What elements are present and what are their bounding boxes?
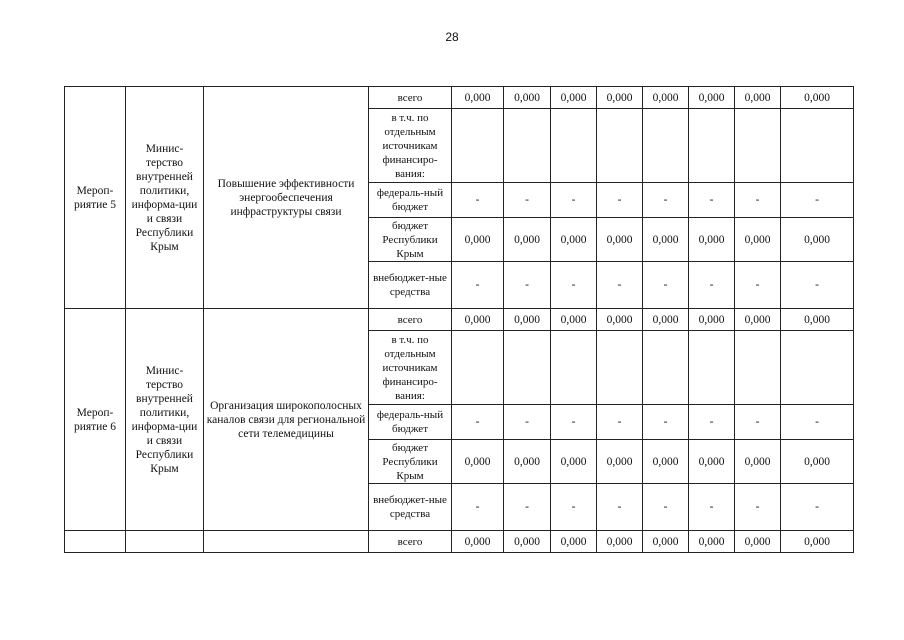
source-cell: федераль-ный бюджет <box>369 183 452 218</box>
value-cell: 0,000 <box>689 218 735 262</box>
value-cell <box>551 109 597 183</box>
value-cell: 0,000 <box>735 218 781 262</box>
value-cell: - <box>643 262 689 309</box>
value-cell <box>452 331 504 405</box>
value-cell: 0,000 <box>504 531 551 553</box>
value-cell: 0,000 <box>643 218 689 262</box>
value-cell: 0,000 <box>504 309 551 331</box>
empty-cell <box>126 531 204 553</box>
value-cell: - <box>597 484 643 531</box>
value-cell <box>735 331 781 405</box>
value-cell: 0,000 <box>452 440 504 484</box>
value-cell: 0,000 <box>781 440 854 484</box>
value-cell: - <box>689 484 735 531</box>
value-cell: - <box>504 405 551 440</box>
value-cell: - <box>597 262 643 309</box>
value-cell: - <box>781 484 854 531</box>
value-cell: - <box>452 484 504 531</box>
value-cell <box>689 109 735 183</box>
value-cell: 0,000 <box>735 309 781 331</box>
source-cell: всего <box>369 87 452 109</box>
value-cell: 0,000 <box>551 218 597 262</box>
value-cell: - <box>781 183 854 218</box>
value-cell: 0,000 <box>643 531 689 553</box>
value-cell: - <box>643 405 689 440</box>
value-cell: 0,000 <box>597 531 643 553</box>
event-title-cell: Организация широкополосных каналов связи для региональной сети телемедицины <box>204 309 369 531</box>
value-cell <box>504 331 551 405</box>
value-cell <box>781 109 854 183</box>
empty-cell <box>65 531 126 553</box>
value-cell: 0,000 <box>597 87 643 109</box>
source-cell: внебюджет-ные средства <box>369 484 452 531</box>
value-cell: - <box>781 262 854 309</box>
source-cell: в т.ч. по отдельным источникам финансиро-вания: <box>369 109 452 183</box>
value-cell: - <box>504 262 551 309</box>
value-cell: - <box>781 405 854 440</box>
event-cell: Мероп-риятие 6 <box>65 309 126 531</box>
value-cell: 0,000 <box>597 440 643 484</box>
event-title-cell: Повышение эффективности энергообеспечения инфраструктуры связи <box>204 87 369 309</box>
value-cell: 0,000 <box>689 531 735 553</box>
value-cell: 0,000 <box>551 440 597 484</box>
value-cell: - <box>735 405 781 440</box>
value-cell: 0,000 <box>735 87 781 109</box>
source-cell: бюджет Республики Крым <box>369 440 452 484</box>
value-cell: 0,000 <box>643 440 689 484</box>
table-row <box>65 309 854 331</box>
value-cell: - <box>689 262 735 309</box>
value-cell <box>643 331 689 405</box>
value-cell: - <box>452 405 504 440</box>
table-row <box>65 531 854 553</box>
source-cell: всего <box>369 309 452 331</box>
value-cell <box>643 109 689 183</box>
value-cell: 0,000 <box>452 218 504 262</box>
value-cell: 0,000 <box>452 309 504 331</box>
budget-table <box>64 86 854 553</box>
value-cell: 0,000 <box>781 87 854 109</box>
value-cell: 0,000 <box>597 309 643 331</box>
value-cell: - <box>504 484 551 531</box>
table-row <box>65 87 854 109</box>
value-cell: 0,000 <box>597 218 643 262</box>
executor-cell: Минис-терство внутренней политики, информа-ции и связи Республики Крым <box>126 309 204 531</box>
value-cell: 0,000 <box>689 440 735 484</box>
value-cell <box>597 331 643 405</box>
value-cell: 0,000 <box>781 309 854 331</box>
executor-cell: Минис-терство внутренней политики, информа-ции и связи Республики Крым <box>126 87 204 309</box>
value-cell: - <box>452 183 504 218</box>
value-cell: - <box>551 484 597 531</box>
value-cell: - <box>689 183 735 218</box>
value-cell: - <box>735 484 781 531</box>
value-cell: - <box>643 484 689 531</box>
value-cell: 0,000 <box>735 531 781 553</box>
value-cell: 0,000 <box>689 87 735 109</box>
value-cell: 0,000 <box>504 440 551 484</box>
value-cell: - <box>597 405 643 440</box>
value-cell: 0,000 <box>452 531 504 553</box>
value-cell: 0,000 <box>551 309 597 331</box>
value-cell: 0,000 <box>452 87 504 109</box>
value-cell: - <box>689 405 735 440</box>
value-cell: - <box>551 183 597 218</box>
empty-cell <box>204 531 369 553</box>
value-cell: 0,000 <box>735 440 781 484</box>
value-cell: 0,000 <box>689 309 735 331</box>
value-cell <box>452 109 504 183</box>
value-cell <box>597 109 643 183</box>
value-cell <box>689 331 735 405</box>
event-cell: Мероп-риятие 5 <box>65 87 126 309</box>
value-cell <box>735 109 781 183</box>
value-cell: - <box>452 262 504 309</box>
source-cell: в т.ч. по отдельным источникам финансиро-вания: <box>369 331 452 405</box>
value-cell: 0,000 <box>781 218 854 262</box>
value-cell <box>504 109 551 183</box>
value-cell: 0,000 <box>551 87 597 109</box>
value-cell: 0,000 <box>504 218 551 262</box>
value-cell: 0,000 <box>643 309 689 331</box>
value-cell <box>551 331 597 405</box>
value-cell: 0,000 <box>643 87 689 109</box>
value-cell: - <box>643 183 689 218</box>
value-cell: - <box>504 183 551 218</box>
value-cell: - <box>551 262 597 309</box>
value-cell: - <box>551 405 597 440</box>
value-cell <box>781 331 854 405</box>
value-cell: - <box>597 183 643 218</box>
source-cell: бюджет Республики Крым <box>369 218 452 262</box>
value-cell: - <box>735 262 781 309</box>
source-cell: внебюджет-ные средства <box>369 262 452 309</box>
source-cell: всего <box>369 531 452 553</box>
value-cell: 0,000 <box>551 531 597 553</box>
value-cell: 0,000 <box>504 87 551 109</box>
source-cell: федераль-ный бюджет <box>369 405 452 440</box>
page-number: 28 <box>445 30 459 44</box>
value-cell: - <box>735 183 781 218</box>
value-cell: 0,000 <box>781 531 854 553</box>
